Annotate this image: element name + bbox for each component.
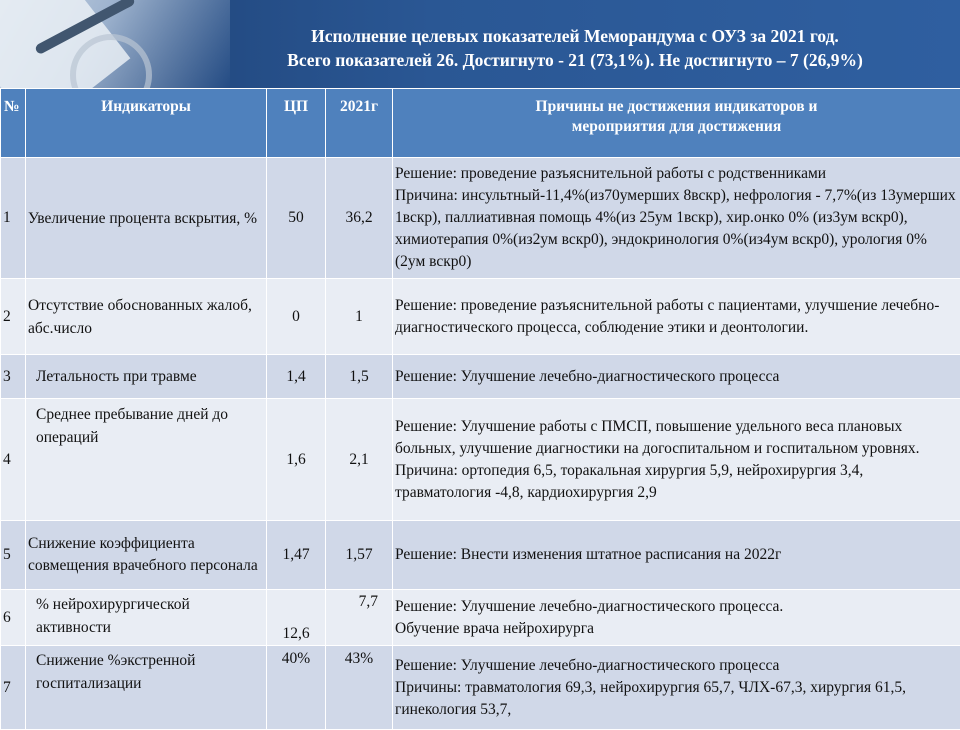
reason-cell: [393, 521, 960, 590]
col-header-reasons-line1: Причины не достижения индикаторов и: [395, 97, 958, 117]
indicator-name: Увеличение процента вскрытия, %: [26, 158, 267, 279]
reason-line: Причины: травматология 69,3, нейрохирургия 65,7, ЧЛХ-67,3, хирургия 61,5, гинекология 53,7,: [395, 677, 958, 721]
target-value: 50: [267, 158, 326, 279]
reason-line: Причина: ортопедия 6,5, торакальная хирургия 5,9, нейрохирургия 3,4, травматология -4,8, кардиохирургия 2,9: [395, 460, 958, 504]
target-value: 1,6: [267, 399, 326, 521]
reason-cell: [393, 590, 960, 646]
actual-value: 1,57: [326, 521, 393, 590]
indicators-table: [0, 88, 960, 730]
reason-cell: [393, 279, 960, 355]
reason-line: Решение: Улучшение работы с ПМСП, повышение удельного веса плановых больных, улучшение диагностики на догоспитальном и госпитальном уровнях.: [395, 416, 958, 460]
reason-cell: [393, 646, 960, 730]
reason-cell: [393, 158, 960, 279]
reason-line: Обучение врача нейрохирурга: [395, 618, 958, 640]
target-value: 12,6: [267, 590, 326, 646]
actual-value: 1: [326, 279, 393, 355]
indicator-name: Летальность при травме: [26, 355, 267, 399]
reason-cell: [393, 355, 960, 399]
actual-value: 1,5: [326, 355, 393, 399]
row-number: 2: [1, 279, 26, 355]
row-number: 5: [1, 521, 26, 590]
table-row: [1, 399, 960, 521]
actual-value: 36,2: [326, 158, 393, 279]
title-banner: [0, 0, 960, 88]
row-number: 3: [1, 355, 26, 399]
table-row: [1, 646, 960, 730]
row-number: 6: [1, 590, 26, 646]
target-value: 1,4: [267, 355, 326, 399]
target-value: 0: [267, 279, 326, 355]
slide-title: [190, 24, 960, 72]
row-number: 7: [1, 646, 26, 730]
table-row: [1, 279, 960, 355]
col-header-num: №: [1, 89, 26, 158]
title-line-1: Исполнение целевых показателей Меморандума с ОУЗ за 2021 год.: [190, 24, 960, 48]
reason-line: Решение: Внести изменения штатное расписания на 2022г: [395, 544, 958, 566]
reason-line: Решение: проведение разъяснительной работы с пациентами, улучшение лечебно-диагностического процесса, соблюдение этики и деонтологии.: [395, 295, 958, 339]
indicator-name: Отсутствие обоснованных жалоб, абс.число: [26, 279, 267, 355]
target-value: 1,47: [267, 521, 326, 590]
table-row: [1, 590, 960, 646]
reason-line: Причина: инсультный-11,4%(из70умерших 8вскр), нефрология - 7,7%(из 13умерших 1вскр), паллиативная помощь 4%(из 25ум 1вскр), хир.онко 0% (из3ум вскр0), химиотерапия 0%(из2ум вскр0), эндокринология 0%(из4ум вскр0), урология 0% (2ум вскр0): [395, 185, 958, 273]
col-header-reasons: [393, 89, 960, 158]
reason-cell: [393, 399, 960, 521]
indicator-name: Снижение коэффициента совмещения врачебного персонала: [26, 521, 267, 590]
actual-value: 2,1: [326, 399, 393, 521]
reason-line: Решение: проведение разъяснительной работы с родственниками: [395, 163, 958, 185]
row-number: 4: [1, 399, 26, 521]
row-number: 1: [1, 158, 26, 279]
reason-line: Решение: Улучшение лечебно-диагностического процесса: [395, 366, 958, 388]
actual-value: 7,7: [326, 590, 393, 646]
col-header-year: 2021г: [326, 89, 393, 158]
table-row: [1, 355, 960, 399]
col-header-reasons-line2: мероприятия для достижения: [395, 117, 958, 137]
indicator-name: Снижение %экстренной госпитализации: [26, 646, 267, 730]
reason-line: Решение: Улучшение лечебно-диагностического процесса.: [395, 596, 958, 618]
table-row: [1, 158, 960, 279]
indicator-name: Среднее пребывание дней до операций: [26, 399, 267, 521]
actual-value: 43%: [326, 646, 393, 730]
col-header-indicator: Индикаторы: [26, 89, 267, 158]
reason-line: Решение: Улучшение лечебно-диагностического процесса: [395, 655, 958, 677]
target-value: 40%: [267, 646, 326, 730]
indicator-name: % нейрохирургической активности: [26, 590, 267, 646]
col-header-cp: ЦП: [267, 89, 326, 158]
table-header-row: [1, 89, 960, 158]
title-line-2: Всего показателей 26. Достигнуто - 21 (73,1%). Не достигнуто – 7 (26,9%): [190, 48, 960, 72]
table-row: [1, 521, 960, 590]
